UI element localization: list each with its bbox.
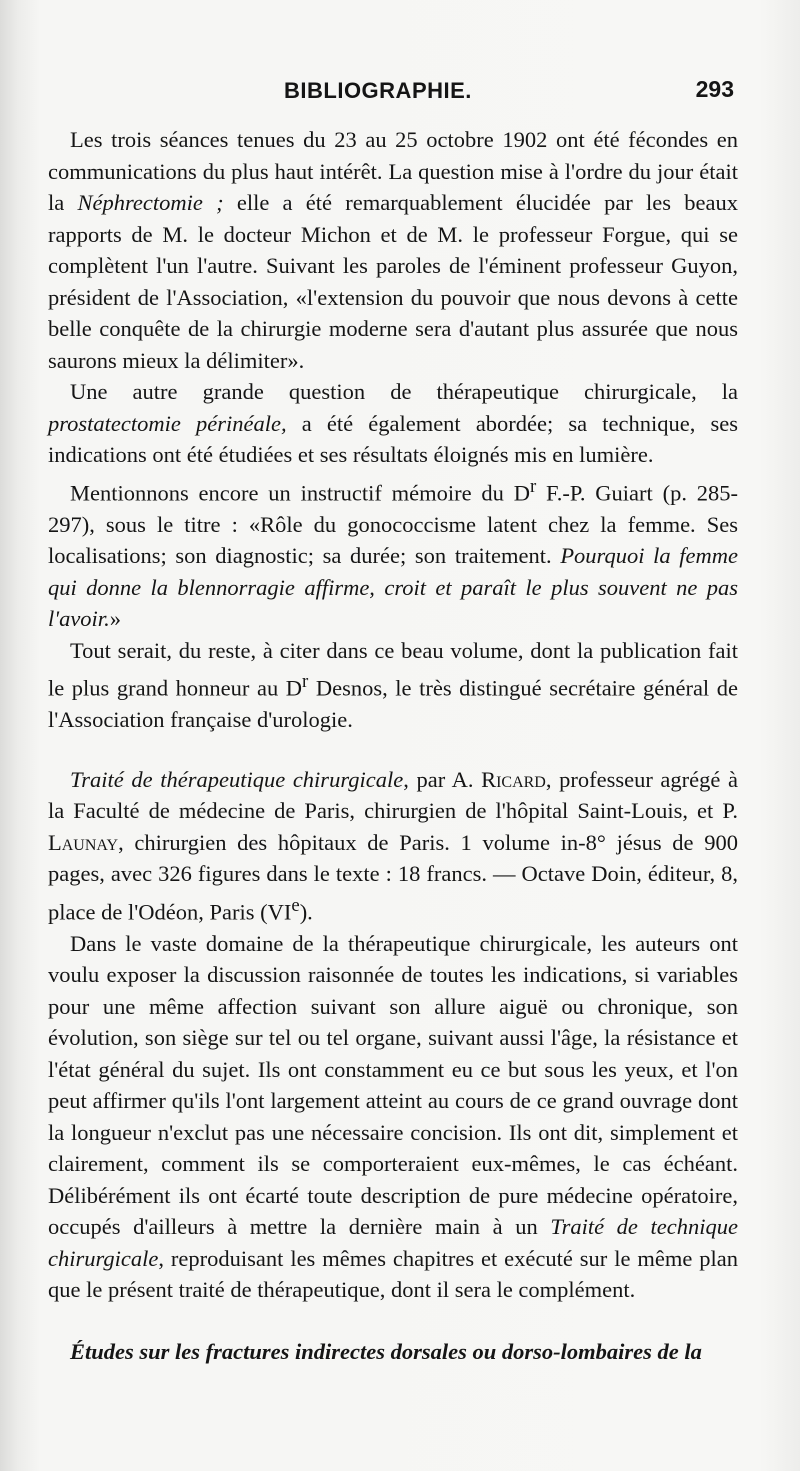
text-run: F.-P. Guiart (p. 285-297), sous le titre : «Rôle du gonococcisme latent chez la femme. Ses localisations; son diagnostic; sa durée; son traitement. xyxy=(48,480,738,568)
section-gap xyxy=(48,736,738,764)
text-run: Tout serait, du reste, à citer dans ce beau volume, dont la publication fait le plus grand honneur au D xyxy=(48,637,738,701)
text-run: Une autre grande question de thérapeutique chirurgicale, la xyxy=(70,379,738,404)
text-run: Dans le vaste domaine de la thérapeutique chirurgicale, les auteurs ont voulu exposer la discussion raisonnée de toutes les indications, si variables pour une même affection suivant son allure aiguë ou chronique, son évolution, son siège sur tel ou tel organe, suivant aussi l'âge, la résistance et l'état général du sujet. Ils ont constamment eu ce but sous les yeux, et l'on peut affirmer qu'ils l'ont largement atteint au cours de ce grand ouvrage dont la longueur n'exclut pas une nécessaire concision. Ils ont dit, simplement et clairement, comment ils se comporteraient eux-mêmes, le cas échéant. Délibérément ils ont écarté toute description de pure médecine opératoire, occupés d'ailleurs à mettre la dernière main à un xyxy=(48,930,738,1239)
superscript: r xyxy=(529,475,537,497)
text-run: Desnos, le très distingué secrétaire général de l'Association française d'urologie. xyxy=(48,675,738,732)
body-text xyxy=(48,124,738,1367)
text-run: , reproduisant les mêmes chapitres et exécuté sur le même plan que le présent traité de thérapeutique, dont il sera le complément. xyxy=(48,1245,738,1302)
reference-fractures xyxy=(48,1336,738,1368)
author-name: Ricard xyxy=(481,766,546,792)
text-run: » xyxy=(109,606,121,631)
paragraph-prostatectomie xyxy=(48,376,738,471)
text-run: , professeur agrégé à la Faculté de médecine de Paris, chirurgien de l'hôpital Saint-Louis, et P. xyxy=(48,766,738,823)
italic-run: Traité de technique chirurgicale xyxy=(48,1214,738,1271)
text-run: , chirurgien des hôpitaux de Paris. 1 volume in-8° jésus de 900 pages, avec 326 figures dans le texte : 18 francs. — Octave Doin, éditeur, 8, place de l'Odéon, Paris (VI xyxy=(48,829,738,924)
superscript: r xyxy=(302,671,309,692)
italic-run: prostatectomie périnéale, xyxy=(48,410,287,436)
text-run: elle a été remarquablement élucidée par les beaux rapports de M. le docteur Michon et de M. le professeur Forgue, qui se complètent l'un l'autre. Suivant les paroles de l'éminent professeur Guyon, président de l'Association, «l'extension du pouvoir que nous devons à cette belle conquête de la chirurgie moderne sera d'autant plus assurée que nous saurons mieux la délimiter». xyxy=(48,190,738,373)
page-header xyxy=(48,72,738,112)
italic-run: Pourquoi la femme qui donne la blennorragie affirme, croit et paraît le plus souvent ne pas l'avoir. xyxy=(48,543,738,631)
paragraph-guiart xyxy=(48,471,738,635)
reference-ricard-launay xyxy=(48,764,738,928)
page-number: 293 xyxy=(695,76,734,102)
text-run: , par A. xyxy=(403,766,482,792)
text-run: Mentionnons encore un instructif mémoire du D xyxy=(70,480,530,505)
text-run: Les trois séances tenues du 23 au 25 octobre 1902 ont été fécondes en communications du plus haut intérêt. La question mise à l'ordre du jour était la xyxy=(48,127,738,215)
running-title: BIBLIOGRAPHIE. xyxy=(284,78,472,103)
text-run: ). xyxy=(299,899,313,924)
book-title: Traité de thérapeutique chirurgicale xyxy=(70,766,404,792)
paragraph-therapeutique xyxy=(48,928,738,1306)
section-gap xyxy=(48,1306,738,1336)
text-run: a été également abordée; sa technique, ses indications ont été étudiées et ses résultats éloignés mis en lumière. xyxy=(48,410,738,467)
superscript: e xyxy=(291,894,300,916)
italic-run: Néphrectomie ; xyxy=(77,190,224,215)
paragraph-seances xyxy=(48,124,738,376)
book-title: Études sur les fractures indirectes dorsales ou dorso-lombaires de la xyxy=(70,1338,702,1364)
author-name: Launay xyxy=(48,829,119,855)
paragraph-desnos xyxy=(48,635,738,736)
